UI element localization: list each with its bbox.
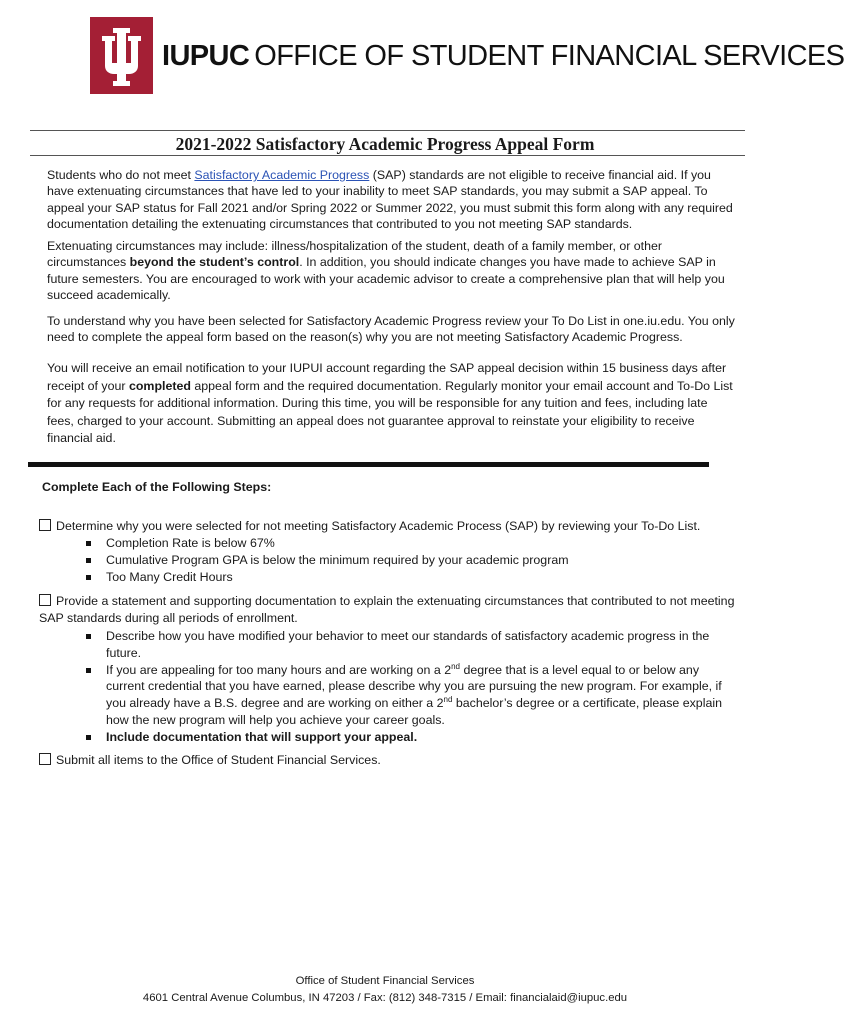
step-3	[39, 752, 739, 769]
list-item	[86, 628, 736, 662]
intro-paragraph	[47, 167, 737, 232]
ordinal-sup: nd	[443, 695, 453, 705]
step-2	[39, 593, 739, 627]
p2-bold: beyond the student’s control	[129, 255, 300, 270]
brand-rest: OFFICE OF STUDENT FINANCIAL SERVICES	[254, 40, 844, 72]
ordinal-sup: nd	[451, 661, 460, 671]
instruction-text-bold: Include documentation that will support your appeal.	[106, 729, 418, 744]
reason-text: Cumulative Program GPA is below the minimum required by your academic program	[106, 552, 569, 567]
bullet-icon	[86, 634, 91, 639]
p1-text-b: (SAP) standards are not eligible to receive financial aid. If you have extenuating circumstances that have led to your inability to meet SAP standards, you may submit a SAP appeal. To appeal your SAP status for Fall 2021 and/or Spring 2022 or Summer 2022, you must submit this form along with any required documentation detailing the extenuating circumstances that contributed to you not meeting SAP standards.	[47, 168, 733, 231]
list-item	[86, 535, 736, 552]
bullet-icon	[86, 735, 91, 740]
p1-text-a: Students who do not meet	[47, 168, 195, 182]
step-1-checkbox[interactable]	[39, 519, 51, 531]
reason-text: Too Many Credit Hours	[106, 569, 233, 584]
bullet-icon	[86, 668, 91, 673]
todo-paragraph: To understand why you have been selected for Satisfactory Academic Progress review your To Do List in one.iu.edu. You only need to complete the appeal form based on the reason(s) why you are not meeting Satisfactory Academic Progress.	[47, 314, 735, 345]
list-item	[86, 552, 736, 569]
instruction-text-c: bachelor’s degree or a certificate, please explain how the new program will help you achieve your career goals.	[106, 696, 722, 727]
footer-contact: 4601 Central Avenue Columbus, IN 47203 / Fax: (812) 348-7315 / Email: financialaid@iupuc.edu	[142, 992, 628, 1004]
bullet-icon	[86, 541, 91, 546]
brand-bold: IUPUC	[162, 40, 250, 72]
instruction-text-a: If you are appealing for too many hours and are working on a 2	[106, 662, 452, 677]
sap-link[interactable]: Satisfactory Academic Progress	[194, 168, 370, 182]
step-2-text: Provide a statement and supporting documentation to explain the extenuating circumstances that contributed to not meeting SAP standards during all periods of enrollment.	[39, 594, 735, 625]
list-item	[86, 729, 736, 746]
step-1-reasons	[86, 535, 736, 585]
instruction-text-b: degree that is a level equal to or below any current credential that you have earned, please describe why you are pursuing the new program. For example, if you already have a B.S. degree and are working on either a 2	[106, 662, 722, 711]
section-divider	[28, 462, 709, 467]
title-divider-top	[30, 130, 745, 131]
bullet-icon	[86, 558, 91, 563]
step-1-text: Determine why you were selected for not meeting Satisfactory Academic Process (SAP) by reviewing your To-Do List.	[56, 519, 701, 533]
instruction-text: Describe how you have modified your behavior to meet our standards of satisfactory academic progress in the future.	[106, 629, 710, 660]
list-item	[86, 569, 736, 586]
steps-heading: Complete Each of the Following Steps:	[42, 480, 272, 494]
list-item	[86, 662, 736, 729]
footer-office: Office of Student Financial Services	[295, 975, 475, 987]
p4-text-b: appeal form and the required documentation. Regularly monitor your email account and To-Do List for any requests for additional information. During this time, you will be responsible for any tuition and fees, including late fees, charged to your account. Submitting an appeal does not guarantee approval to reinstate your eligibility to receive financial aid.	[47, 378, 733, 445]
p4-bold: completed	[128, 378, 191, 393]
step-3-checkbox[interactable]	[39, 753, 51, 765]
step-3-text: Submit all items to the Office of Student Financial Services.	[56, 753, 381, 767]
step-2-instructions	[86, 628, 736, 746]
step-2-checkbox[interactable]	[39, 594, 51, 606]
title-divider-bottom	[30, 155, 745, 156]
notification-paragraph	[47, 360, 737, 448]
office-name	[162, 39, 844, 73]
extenuating-paragraph	[47, 238, 737, 303]
p2-text-a: Extenuating circumstances may include: illness/hospitalization of the student, death of a family member, or other circumstances	[47, 239, 663, 270]
step-1	[39, 518, 739, 535]
letterhead	[90, 17, 844, 95]
p4-text-a: You will receive an email notification to your IUPUI account regarding the SAP appeal decision within 15 business days after receipt of your	[47, 361, 727, 393]
p2-text-b: . In addition, you should indicate changes you have made to achieve SAP in future semesters. You are encouraged to work with your academic advisor to create a comprehensive plan that will help you succeed academically.	[47, 255, 725, 302]
iu-trident-logo	[90, 17, 153, 94]
form-title: 2021-2022 Satisfactory Academic Progress Appeal Form	[175, 134, 595, 154]
reason-text: Completion Rate is below 67%	[106, 536, 275, 550]
bullet-icon	[86, 575, 91, 580]
